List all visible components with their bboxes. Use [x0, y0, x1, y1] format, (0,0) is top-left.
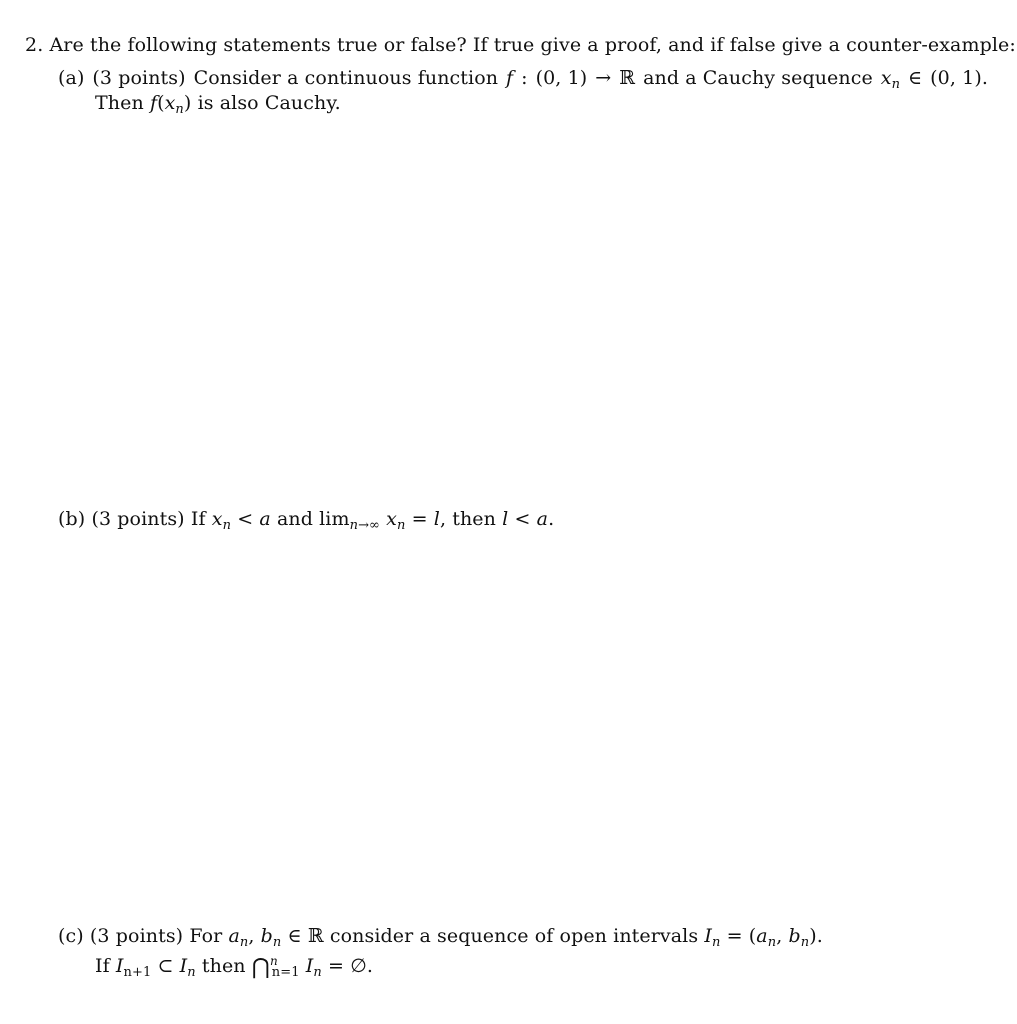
part-c-In2: $I_n$ — [179, 955, 196, 980]
part-b-xn: $x_n$ — [211, 508, 232, 533]
part-a-colon: : — [521, 67, 528, 89]
part-a-domain: (0, 1) — [535, 67, 588, 89]
part-b-line — [58, 507, 554, 538]
part-a-label: (a) — [58, 67, 85, 89]
part-c-In: $I_n$ — [704, 925, 721, 950]
part-a-text-1: Consider a continuous function — [193, 67, 499, 89]
part-a-codomain: ℝ — [619, 67, 636, 89]
part-c-interval: ($a_n$, $b_n$). — [748, 925, 823, 950]
part-b-conclusion: l < a. — [502, 508, 555, 530]
part-c-in: ∈ — [287, 925, 302, 947]
question-number: 2. — [25, 34, 44, 56]
part-a-cauchy: is also Cauchy. — [197, 92, 341, 114]
part-c-intersection: ⋂$^n_{n=1}$ — [251, 954, 300, 980]
part-c-anbn: $a_n$, $b_n$ — [228, 925, 282, 950]
part-a-func: f — [506, 67, 514, 89]
part-c-In1: $I_{n+1}$ — [115, 955, 152, 980]
part-b-a: a — [259, 508, 271, 530]
part-a-line-2 — [95, 91, 341, 122]
part-b-label: (b) — [58, 508, 86, 530]
part-c-then: then — [201, 955, 246, 977]
part-b-limit: $\lim_{n\to\infty}$ — [319, 508, 380, 533]
part-c-label: (c) — [58, 925, 84, 947]
question-prompt: Are the following statements true or false? If true give a proof, and if false give a counter-example: — [49, 34, 1016, 56]
part-c-points: (3 points) — [89, 925, 184, 947]
part-b-points: (3 points) — [91, 508, 185, 530]
part-a-in: ∈ — [908, 67, 923, 89]
part-c-eq: = — [726, 925, 743, 947]
question-header — [25, 33, 1016, 57]
part-a-seq: $x_n$ — [880, 67, 901, 92]
part-b-xn2: $x_n$ — [386, 508, 406, 533]
part-c-In3: $I_n$ — [305, 955, 322, 980]
part-a-interval: (0, 1). — [930, 67, 988, 89]
part-b-l: l, then — [433, 508, 496, 530]
part-b-if: If — [190, 508, 206, 530]
part-c-text-1: consider a sequence of open intervals — [329, 925, 699, 947]
part-c-if: If — [95, 955, 110, 977]
part-c-eq2: = — [328, 955, 345, 977]
part-a-then: Then — [95, 92, 144, 114]
part-c-for: For — [189, 925, 223, 947]
part-c-line-2 — [95, 949, 373, 985]
part-c-empty: ∅. — [350, 955, 373, 977]
part-a-text-2: and a Cauchy sequence — [643, 67, 873, 89]
part-a-points: (3 points) — [92, 67, 186, 89]
part-b-and: and — [276, 508, 313, 530]
part-a-arrow: → — [595, 67, 612, 89]
part-b-lt: < — [237, 508, 254, 530]
part-c-subset: ⊂ — [157, 955, 174, 977]
part-b-eq: = — [411, 508, 428, 530]
part-a-expr: $f(x_n)$ — [149, 92, 192, 117]
part-c-reals: ℝ — [307, 925, 324, 947]
